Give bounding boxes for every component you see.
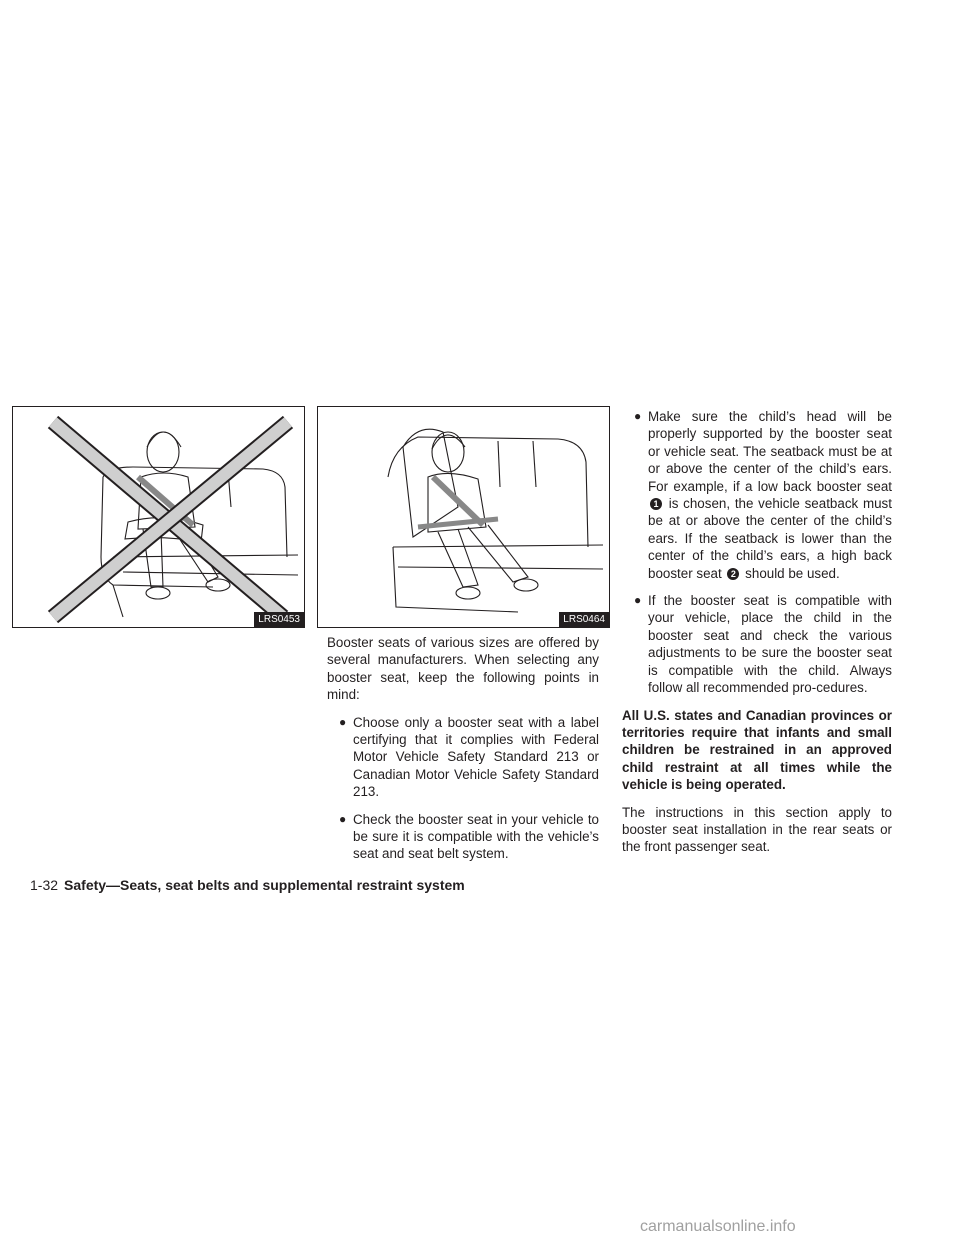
bullet-icon: ● — [339, 811, 347, 826]
bullet-text: Check the booster seat in your vehicle to be sure it is compatible with the vehicle’s seat and seat belt system. — [353, 811, 599, 862]
column-middle — [327, 634, 599, 873]
bullet-text: Choose only a booster seat with a label certifying that it complies with Federal Motor Vehicle Safety Standard 213 or Canadian Motor Vehicle Safety Standard 213. — [353, 714, 599, 800]
page-number: 1-32 — [30, 877, 59, 893]
warning-paragraph: All U.S. states and Canadian provinces or territories require that infants and small children be restrained in an approved child restraint at all times while the vehicle is being operated. — [622, 707, 892, 793]
section-title: Safety—Seats, seat belts and supplemental restraint system — [64, 877, 465, 893]
bullet-icon: ● — [339, 714, 347, 729]
bullet-text: should be used. — [745, 565, 840, 581]
bullet-item — [622, 592, 892, 696]
bullet-text: If the booster seat is compatible with your vehicle, place the child in the booster seat and check the various adjustments to be sure the booster seat is compatible with the child. Always follow all recommended pro-cedures. — [648, 593, 892, 696]
child-on-booster-illustration — [318, 407, 608, 625]
page-footer — [30, 877, 465, 893]
bullet-item — [327, 714, 599, 801]
bullet-text: Make sure the child’s head will be properly supported by the booster seat or vehicle seat. The seatback must be at or above the center of the child’s ears. For example, if a low back booster seat — [648, 409, 892, 494]
intro-paragraph: Booster seats of various sizes are offered by several manufacturers. When selecting any booster seat, keep the following points in mind: — [327, 635, 599, 703]
callout-marker-2: 2 — [727, 568, 739, 580]
figure-booster-incorrect — [12, 406, 305, 628]
child-on-seat-illustration — [13, 407, 303, 625]
bullet-text: is chosen, the vehicle seatback must be at or above the center of the child’s ears. If the seatback is lower than the center of the child’s ears, a high back booster seat — [648, 496, 892, 581]
bullet-item — [622, 408, 892, 582]
figure-booster-correct — [317, 406, 610, 628]
bullet-icon: ● — [634, 409, 642, 423]
column-right — [622, 408, 892, 866]
callout-marker-1: 1 — [650, 498, 662, 510]
figure-code: LRS0453 — [254, 612, 304, 627]
closing-paragraph: The instructions in this section apply to booster seat installation in the rear seats or the front passenger seat. — [622, 804, 892, 855]
figure-code: LRS0464 — [559, 612, 609, 627]
watermark: carmanualsonline.info — [640, 1218, 796, 1235]
bullet-item — [327, 811, 599, 863]
prohibited-x-icon — [53, 422, 288, 617]
bullet-icon: ● — [634, 593, 642, 608]
